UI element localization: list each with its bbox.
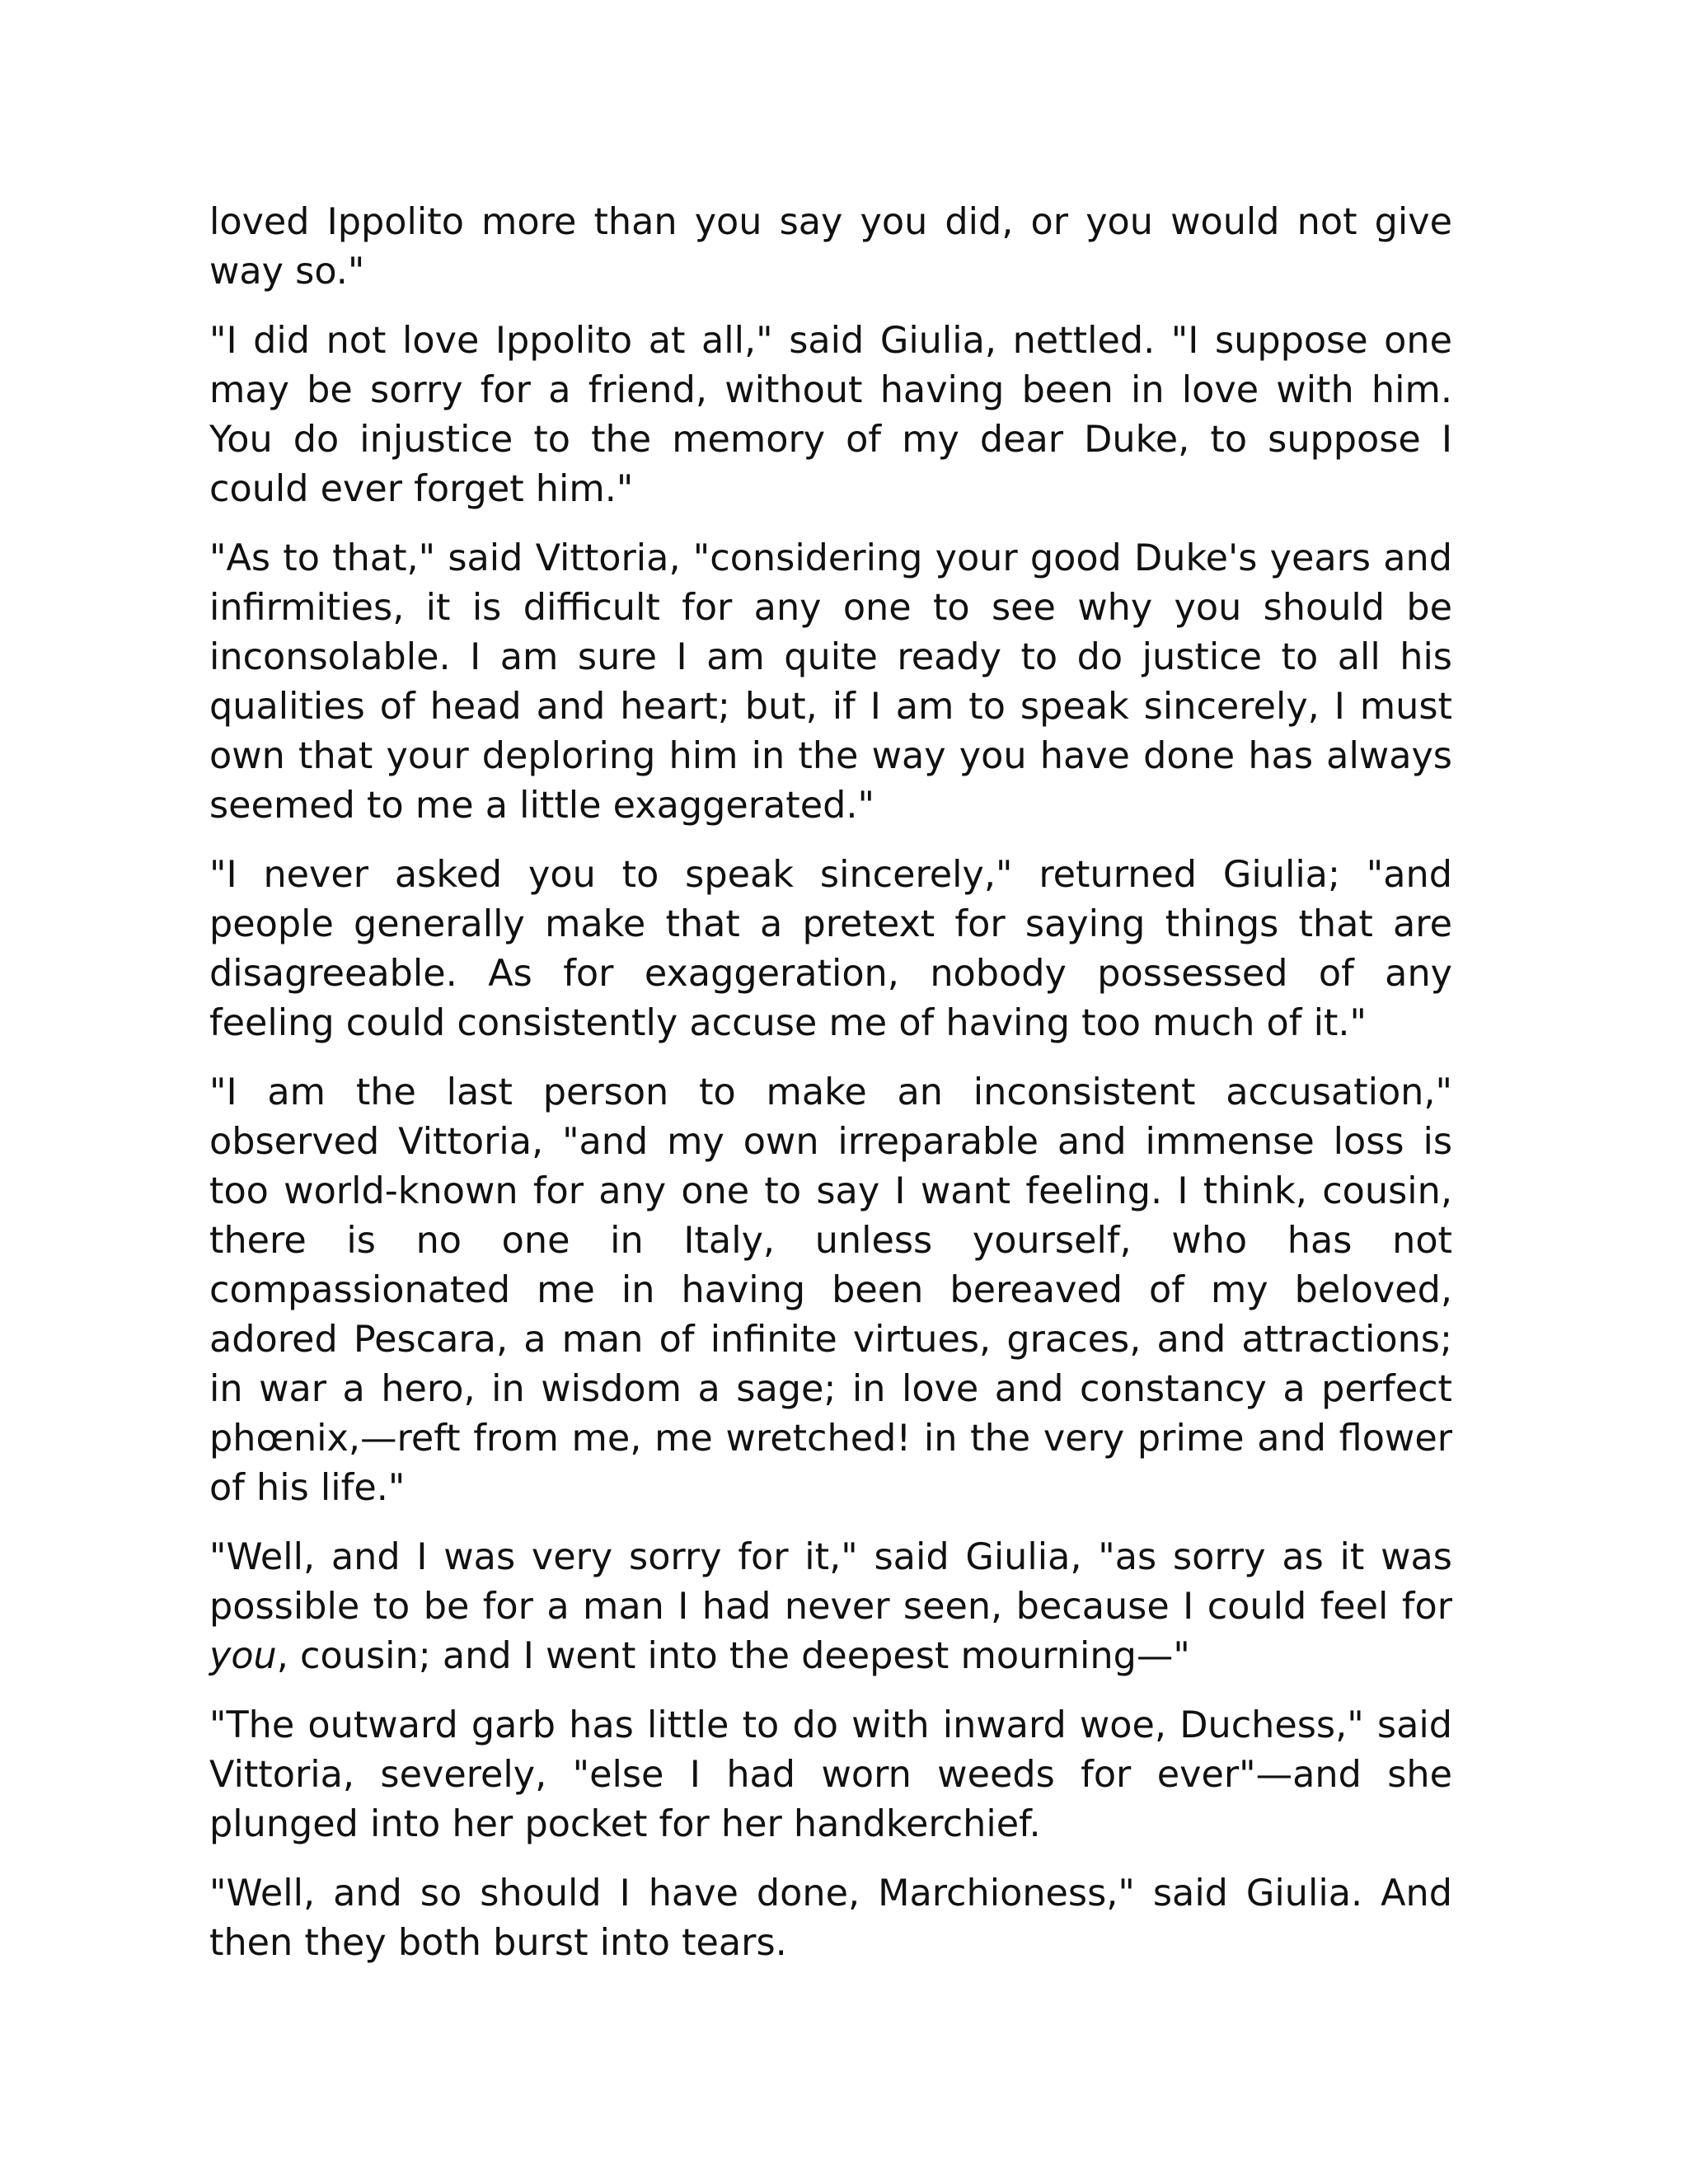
paragraph-4: "I never asked you to speak sincerely," returned Giulia; "and people generally make that a pretext for saying things that are disagreeable. As for exaggeration, nobody possessed of any feeling could consistently accuse me of having too much of it." [209,854,1452,1044]
book-page [209,198,1452,1988]
paragraph-3: "As to that," said Vittoria, "considering your good Duke's years and infirmities, it is difficult for any one to see why you should be inconsolable. I am sure I am quite ready to do justice to all his qualities of head and heart; but, if I am to speak sincerely, I must own that your deploring him in the way you have done has always seemed to me a little exaggerated." [209,537,1452,827]
paragraph-8: "Well, and so should I have done, Marchioness," said Giulia. And then they both burst into tears. [209,1872,1452,1964]
paragraph-2: "I did not love Ippolito at all," said Giulia, nettled. "I suppose one may be sorry for a friend, without having been in love with him. You do injustice to the memory of my dear Duke, to suppose I could ever forget him." [209,320,1452,510]
paragraph-7: "The outward garb has little to do with inward woe, Duchess," said Vittoria, severely, "else I had worn weeds for ever"—and she plunged into her pocket for her handkerchief. [209,1704,1452,1845]
paragraph-6 [209,1533,1452,1681]
paragraph-5: "I am the last person to make an inconsistent accusation," observed Vittoria, "and my own irreparable and immense loss is too world-known for any one to say I want feeling. I think, cousin, there is no one in Italy, unless yourself, who has not compassionated me in having been bereaved of my beloved, adored Pescara, a man of infinite virtues, graces, and attractions; in war a hero, in wisdom a sage; in love and constancy a perfect phœnix,—reft from me, me wretched! in the very prime and flower of his life." [209,1071,1452,1509]
paragraph-6-emphasis: you [209,1635,277,1677]
paragraph-6-text-before: "Well, and I was very sorry for it," said Giulia, "as sorry as it was possible to be for a man I had never seen, because I could feel for [209,1536,1452,1628]
paragraph-6-text-after: , cousin; and I went into the deepest mourning—" [276,1635,1190,1677]
paragraph-1: loved Ippolito more than you say you did, or you would not give way so." [209,201,1452,293]
